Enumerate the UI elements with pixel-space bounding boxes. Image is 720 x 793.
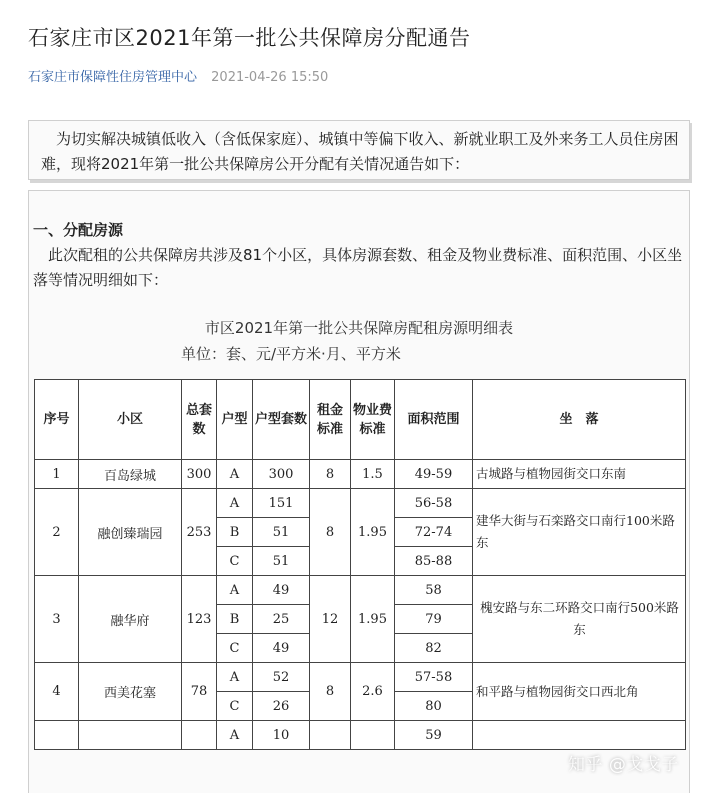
section-title: 一、分配房源 [33, 221, 124, 239]
header-rent: 租金标准 [310, 380, 351, 460]
cell-location: 和平路与植物园街交口西北角 [473, 663, 686, 721]
watermark: 知乎 @戈戈子 [568, 755, 679, 775]
cell-type-count: 51 [253, 547, 310, 576]
header-type-count: 户型套数 [253, 380, 310, 460]
header-type: 户型 [217, 380, 253, 460]
cell-community: 百岛绿城 [79, 460, 182, 489]
cell-area: 56-58 [395, 489, 473, 518]
cell-type: A [217, 576, 253, 605]
cell-type: C [217, 634, 253, 663]
header-no: 序号 [35, 380, 79, 460]
article-meta [28, 66, 328, 85]
cell-type-count: 52 [253, 663, 310, 692]
table-title: 市区2021年第一批公共保障房配租房源明细表 [204, 319, 514, 337]
publish-date: 2021-04-26 15:50 [211, 70, 329, 85]
cell-type: C [217, 547, 253, 576]
cell-type-count: 10 [253, 721, 310, 750]
cell-location: 槐安路与东二环路交口南行500米路东 [473, 576, 686, 663]
cell-location: 建华大街与石栾路交口南行100米路东 [473, 489, 686, 576]
cell-total [182, 721, 217, 750]
header-total: 总套数 [182, 380, 217, 460]
source-link[interactable]: 石家庄市保障性住房管理中心 [28, 70, 198, 85]
cell-type: A [217, 460, 253, 489]
table-header-row [35, 380, 686, 460]
cell-type: B [217, 605, 253, 634]
cell-fee [351, 721, 395, 750]
cell-type-count: 51 [253, 518, 310, 547]
cell-area: 57-58 [395, 663, 473, 692]
header-area: 面积范围 [395, 380, 473, 460]
cell-total: 253 [182, 489, 217, 576]
header-fee: 物业费标准 [351, 380, 395, 460]
table-row [35, 460, 686, 489]
cell-rent: 12 [310, 576, 351, 663]
cell-total: 300 [182, 460, 217, 489]
cell-type-count: 26 [253, 692, 310, 721]
table-row [35, 721, 686, 750]
header-location: 坐 落 [473, 380, 686, 460]
cell-no: 2 [35, 489, 79, 576]
cell-area: 59 [395, 721, 473, 750]
cell-area: 82 [395, 634, 473, 663]
cell-type-count: 49 [253, 576, 310, 605]
cell-total: 123 [182, 576, 217, 663]
cell-area: 49-59 [395, 460, 473, 489]
cell-type: A [217, 489, 253, 518]
cell-type: A [217, 663, 253, 692]
cell-fee: 1.95 [351, 576, 395, 663]
header-community: 小区 [79, 380, 182, 460]
cell-community: 融创臻瑞园 [79, 489, 182, 576]
section-paragraph: 此次配租的公共保障房共涉及81个小区，具体房源套数、租金及物业费标准、面积范围、小区坐落等情况明细如下： [33, 246, 683, 289]
cell-community: 融华府 [79, 576, 182, 663]
cell-total: 78 [182, 663, 217, 721]
cell-area: 72-74 [395, 518, 473, 547]
housing-table [34, 379, 686, 750]
cell-type-count: 25 [253, 605, 310, 634]
cell-no: 3 [35, 576, 79, 663]
article-title: 石家庄市区2021年第一批公共保障房分配通告 [28, 26, 471, 50]
cell-rent: 8 [310, 489, 351, 576]
cell-rent: 8 [310, 460, 351, 489]
table-unit: 单位：套、元/平方米·月、平方米 [181, 345, 401, 363]
cell-rent: 8 [310, 663, 351, 721]
intro-paragraph: 为切实解决城镇低收入（含低保家庭）、城镇中等偏下收入、新就业职工及外来务工人员住房困难，现将2021年第一批公共保障房公开分配有关情况通告如下： [28, 120, 690, 180]
cell-type-count: 300 [253, 460, 310, 489]
cell-fee: 2.6 [351, 663, 395, 721]
cell-location [473, 721, 686, 750]
cell-type-count: 49 [253, 634, 310, 663]
cell-area: 85-88 [395, 547, 473, 576]
cell-fee: 1.5 [351, 460, 395, 489]
cell-type: C [217, 692, 253, 721]
cell-type: A [217, 721, 253, 750]
cell-rent [310, 721, 351, 750]
cell-fee: 1.95 [351, 489, 395, 576]
table-row [35, 663, 686, 692]
cell-location: 古城路与植物园街交口东南 [473, 460, 686, 489]
cell-community: 西美花塞 [79, 663, 182, 721]
cell-type: B [217, 518, 253, 547]
cell-community [79, 721, 182, 750]
content-box [28, 190, 690, 793]
cell-area: 58 [395, 576, 473, 605]
cell-no: 4 [35, 663, 79, 721]
cell-area: 80 [395, 692, 473, 721]
cell-no: 1 [35, 460, 79, 489]
table-row [35, 489, 686, 518]
table-row [35, 576, 686, 605]
cell-area: 79 [395, 605, 473, 634]
cell-type-count: 151 [253, 489, 310, 518]
cell-no [35, 721, 79, 750]
